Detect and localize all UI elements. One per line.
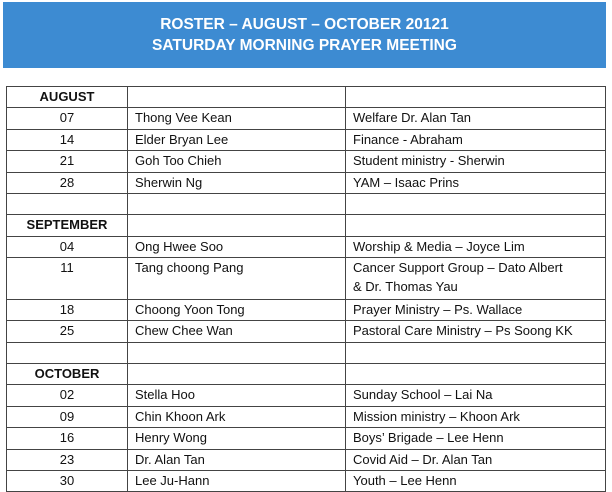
roster-subtitle: SATURDAY MORNING PRAYER MEETING [152,37,457,54]
date-cell: 18 [7,299,128,320]
ministry-cell: Boys’ Brigade – Lee Henn [346,428,606,449]
table-row [7,321,606,342]
date-cell: 04 [7,236,128,257]
table-row [7,428,606,449]
ministry-cell: Covid Aid – Dr. Alan Tan [346,449,606,470]
ministry-cell: Mission ministry – Khoon Ark [346,406,606,427]
leader-name-cell: Goh Too Chieh [128,151,346,172]
month-header-row [7,215,606,236]
ministry-line: Cancer Support Group – Dato Albert [353,260,563,276]
leader-name-cell: Choong Yoon Tong [128,299,346,320]
table-row [7,129,606,150]
table-row [7,471,606,492]
table-row [7,236,606,257]
month-label: OCTOBER [7,364,128,385]
table-row [7,258,606,300]
ministry-cell [346,258,606,300]
leader-name-cell: Henry Wong [128,428,346,449]
leader-name-cell: Chew Chee Wan [128,321,346,342]
leader-name-cell: Stella Hoo [128,385,346,406]
table-row [7,449,606,470]
date-cell: 02 [7,385,128,406]
ministry-cell: Youth – Lee Henn [346,471,606,492]
table-row [7,385,606,406]
table-row [7,172,606,193]
date-cell: 11 [7,258,128,300]
date-cell: 25 [7,321,128,342]
leader-name-cell: Dr. Alan Tan [128,449,346,470]
ministry-cell: Worship & Media – Joyce Lim [346,236,606,257]
date-cell: 28 [7,172,128,193]
table-row [7,299,606,320]
month-label: AUGUST [7,87,128,108]
spacer-row [7,342,606,363]
ministry-cell: Pastoral Care Ministry – Ps Soong KK [346,321,606,342]
leader-name-cell: Elder Bryan Lee [128,129,346,150]
month-header-row [7,87,606,108]
leader-name-cell: Lee Ju-Hann [128,471,346,492]
date-cell: 14 [7,129,128,150]
table-row [7,151,606,172]
date-cell: 21 [7,151,128,172]
leader-name-cell: Tang choong Pang [128,258,346,300]
ministry-cell: Sunday School – Lai Na [346,385,606,406]
roster-table [6,86,606,492]
table-row [7,406,606,427]
ministry-cell: Student ministry - Sherwin [346,151,606,172]
leader-name-cell: Sherwin Ng [128,172,346,193]
ministry-cell: Welfare Dr. Alan Tan [346,108,606,129]
leader-name-cell: Thong Vee Kean [128,108,346,129]
date-cell: 07 [7,108,128,129]
roster-banner [3,2,606,68]
table-row [7,108,606,129]
leader-name-cell: Chin Khoon Ark [128,406,346,427]
date-cell: 16 [7,428,128,449]
leader-name-cell: Ong Hwee Soo [128,236,346,257]
roster-title: ROSTER – AUGUST – OCTOBER 20121 [160,16,449,33]
spacer-row [7,193,606,214]
month-label: SEPTEMBER [7,215,128,236]
ministry-cell: Prayer Ministry – Ps. Wallace [346,299,606,320]
ministry-cell: YAM – Isaac Prins [346,172,606,193]
month-header-row [7,364,606,385]
date-cell: 30 [7,471,128,492]
ministry-line: & Dr. Thomas Yau [353,279,458,295]
ministry-cell: Finance - Abraham [346,129,606,150]
date-cell: 09 [7,406,128,427]
date-cell: 23 [7,449,128,470]
